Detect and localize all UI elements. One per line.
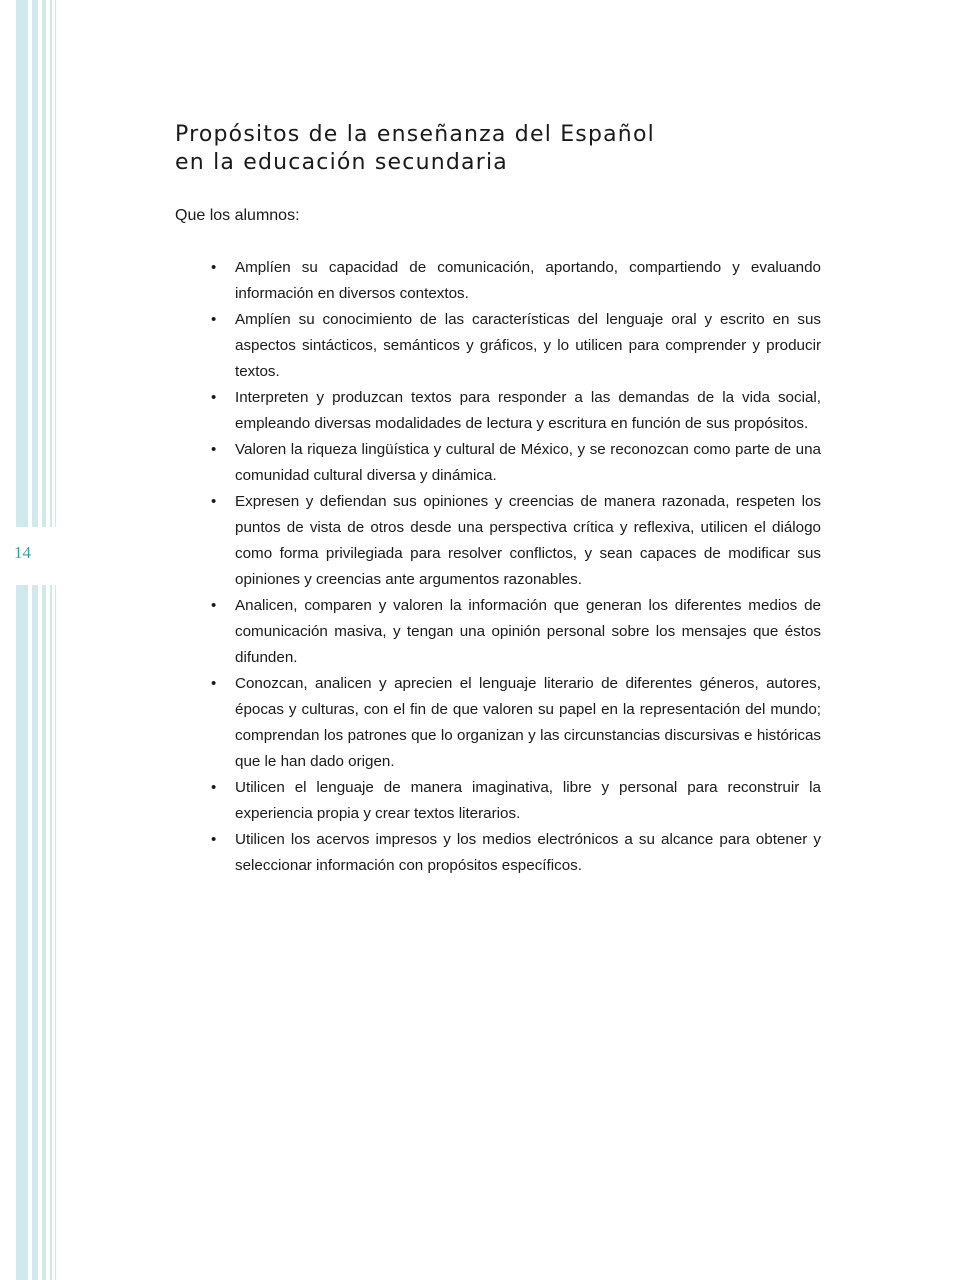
list-item-text: Conozcan, analicen y aprecien el lenguaje literario de diferentes géneros, autores, épocas y culturas, con el fin de que valoren su papel en la representación del mundo; comprendan los patrones que lo organizan y las circunstancias discursivas e históricas que le han dado origen.: [235, 675, 821, 770]
list-item: [211, 489, 821, 593]
margin-stripes-top: [0, 0, 60, 527]
margin-stripe: [55, 585, 56, 1280]
list-item-text: Valoren la riqueza lingüística y cultural de México, y se reconozcan como parte de una comunidad cultural diversa y dinámica.: [235, 441, 821, 484]
list-item-text: Amplíen su capacidad de comunicación, aportando, compartiendo y evaluando información en diversos contextos.: [235, 259, 821, 302]
list-item: [211, 255, 821, 307]
bullet-icon: •: [211, 675, 217, 692]
list-item-text: Interpreten y produzcan textos para responder a las demandas de la vida social, empleando diversas modalidades de lectura y escritura en función de sus propósitos.: [235, 389, 821, 432]
list-item: [211, 437, 821, 489]
margin-stripe: [32, 585, 38, 1280]
margin-stripe: [50, 585, 52, 1280]
list-item-text: Utilicen el lenguaje de manera imaginativa, libre y personal para reconstruir la experiencia propia y crear textos literarios.: [235, 779, 821, 822]
bullet-icon: •: [211, 311, 217, 328]
intro-text: Que los alumnos:: [175, 207, 300, 224]
list-item: [211, 827, 821, 879]
list-item: [211, 385, 821, 437]
bullet-icon: •: [211, 831, 217, 848]
bullet-icon: •: [211, 259, 217, 276]
margin-stripe: [42, 0, 46, 527]
page-title: [175, 121, 655, 177]
purposes-list: [211, 255, 821, 879]
bullet-icon: •: [211, 441, 217, 458]
list-item: [211, 307, 821, 385]
bullet-icon: •: [211, 389, 217, 406]
margin-stripe: [16, 585, 28, 1280]
list-item-text: Amplíen su conocimiento de las características del lenguaje oral y escrito en sus aspectos sintácticos, semánticos y gráficos, y lo utilicen para comprender y producir textos.: [235, 311, 821, 380]
margin-stripe: [50, 0, 52, 527]
list-item-text: Utilicen los acervos impresos y los medios electrónicos a su alcance para obtener y seleccionar información con propósitos específicos.: [235, 831, 821, 874]
page-number: 14: [14, 543, 31, 562]
margin-stripe: [55, 0, 56, 527]
list-item: [211, 671, 821, 775]
bullet-icon: •: [211, 493, 217, 510]
margin-stripes-bottom: [0, 585, 60, 1280]
margin-stripe: [32, 0, 38, 527]
list-item-text: Analicen, comparen y valoren la información que generan los diferentes medios de comunicación masiva, y tengan una opinión personal sobre los mensajes que éstos difunden.: [235, 597, 821, 666]
bullet-icon: •: [211, 779, 217, 796]
margin-stripe: [42, 585, 46, 1280]
margin-stripe: [16, 0, 28, 527]
list-item: [211, 593, 821, 671]
page-title-line-1: Propósitos de la enseñanza del Español: [175, 122, 655, 147]
page-title-line-2: en la educación secundaria: [175, 150, 508, 175]
bullet-icon: •: [211, 597, 217, 614]
list-item: [211, 775, 821, 827]
list-item-text: Expresen y defiendan sus opiniones y creencias de manera razonada, respeten los puntos de vista de otros desde una perspectiva crítica y reflexiva, utilicen el diálogo como forma privilegiada para resolver conflictos, y sean capaces de modificar sus opiniones y creencias ante argumentos razonables.: [235, 493, 821, 588]
